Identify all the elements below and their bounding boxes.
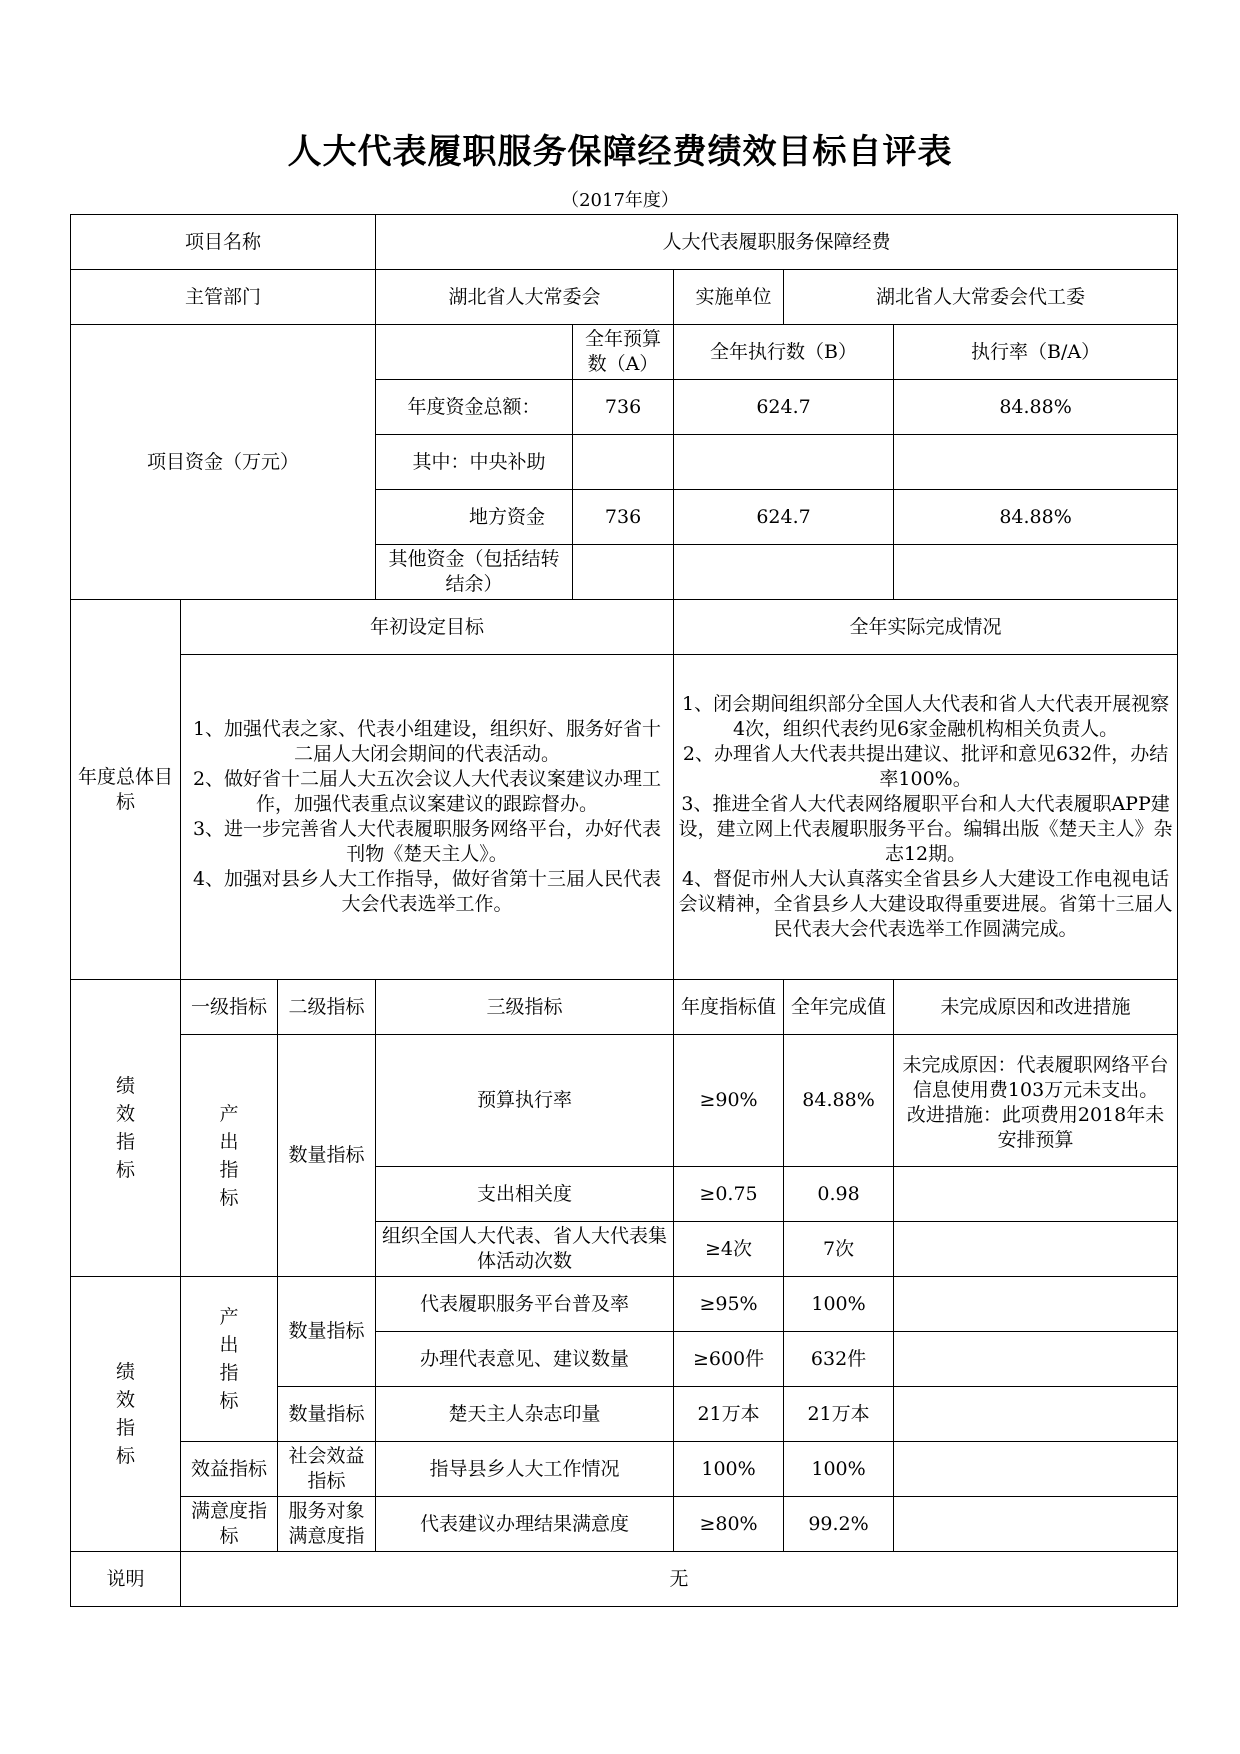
indicator-reason (894, 1497, 1178, 1552)
actual-item: 4、督促市州人大认真落实全省县乡人大建设工作电视电话会议精神，全省县乡人大建设取得重要进展。省第十三届人民代表大会代表选举工作圆满完成。 (678, 868, 1173, 940)
funds-row-label: 年度资金总额： (376, 380, 573, 435)
goals-set-content (181, 655, 674, 980)
report-year: （2017年度） (561, 190, 679, 211)
project-name-value: 人大代表履职服务保障经费 (376, 215, 1178, 270)
goals-actual-content (674, 655, 1178, 980)
indicator-reason (894, 1035, 1178, 1167)
funds-row-label: 地方资金 (376, 490, 573, 545)
funds-row-executed: 624.7 (674, 490, 894, 545)
indicator-group1-label: 绩效指标 (71, 980, 181, 1277)
indicator-row (71, 1277, 1178, 1332)
funds-header-rate: 执行率（B/A） (894, 325, 1178, 380)
indicator-target: ≥0.75 (674, 1167, 784, 1222)
indicator-actual: 100% (784, 1277, 894, 1332)
funds-row-label: 其他资金（包括结转结余） (376, 545, 573, 600)
indicator-name: 办理代表意见、建议数量 (376, 1332, 674, 1387)
funds-row-budget: 736 (573, 490, 674, 545)
funds-row-label: 其中：中央补助 (376, 435, 573, 490)
indicator-reason (894, 1442, 1178, 1497)
funds-row-rate: 84.88% (894, 490, 1178, 545)
indicator-reason (894, 1167, 1178, 1222)
indicator-name: 楚天主人杂志印量 (376, 1387, 674, 1442)
impl-value: 湖北省人大常委会代工委 (784, 270, 1178, 325)
dept-value: 湖北省人大常委会 (376, 270, 674, 325)
output-indicator-label: 产出指标 (181, 1035, 278, 1277)
indicator-actual: 0.98 (784, 1167, 894, 1222)
quantity-indicator-label: 数量指标 (278, 1035, 376, 1277)
indicator-actual: 21万本 (784, 1387, 894, 1442)
funds-row-budget (573, 545, 674, 600)
indicator-name: 代表建议办理结果满意度 (376, 1497, 674, 1552)
indicator-row (71, 1442, 1178, 1497)
goal-item: 2、做好省十二届人大五次会议人大代表议案建议办理工作，加强代表重点议案建议的跟踪督办。 (192, 768, 662, 815)
indicator-actual: 84.88% (784, 1035, 894, 1167)
indicator-target: 21万本 (674, 1387, 784, 1442)
indicator-target: ≥90% (674, 1035, 784, 1167)
satisfaction-indicator-label: 满意度指标 (181, 1497, 278, 1552)
indicator-row (71, 1497, 1178, 1552)
indicator-actual: 100% (784, 1442, 894, 1497)
indicator-header-level3: 三级指标 (376, 980, 674, 1035)
funds-row-executed: 624.7 (674, 380, 894, 435)
funds-row-rate (894, 545, 1178, 600)
impl-label: 实施单位 (674, 270, 784, 325)
quantity-indicator-label: 数量指标 (278, 1387, 376, 1442)
funds-row-executed (674, 545, 894, 600)
indicator-actual: 99.2% (784, 1497, 894, 1552)
note-label: 说明 (71, 1552, 181, 1607)
indicator-name: 支出相关度 (376, 1167, 674, 1222)
evaluation-table (70, 214, 1178, 1607)
indicator-target: ≥80% (674, 1497, 784, 1552)
improvement-measure: 改进措施：此项费用2018年未安排预算 (906, 1103, 1165, 1151)
social-benefit-label: 社会效益指标 (278, 1442, 376, 1497)
indicator-target: ≥95% (674, 1277, 784, 1332)
indicator-header-level2: 二级指标 (278, 980, 376, 1035)
page-title: 人大代表履职服务保障经费绩效目标自评表 (287, 132, 953, 172)
indicator-reason (894, 1387, 1178, 1442)
goal-item: 3、进一步完善省人大代表履职服务网络平台，办好代表刊物《楚天主人》。 (192, 818, 662, 865)
indicator-header-actual: 全年完成值 (784, 980, 894, 1035)
indicator-reason (894, 1332, 1178, 1387)
funds-row-executed (674, 435, 894, 490)
actual-item: 3、推进全省人大代表网络履职平台和人大代表履职APP建设，建立网上代表履职服务平台。编辑出版《楚天主人》杂志12期。 (678, 793, 1173, 865)
indicator-actual: 7次 (784, 1222, 894, 1277)
service-satisfaction-label: 服务对象满意度指 (278, 1497, 376, 1552)
funds-header-budget: 全年预算数（A） (573, 325, 674, 380)
funds-row-rate (894, 435, 1178, 490)
indicator-row (71, 1035, 1178, 1167)
indicator-header-level1: 一级指标 (181, 980, 278, 1035)
indicator-reason (894, 1277, 1178, 1332)
unfinished-reason: 未完成原因：代表履职网络平台信息使用费103万元未支出。 (902, 1053, 1169, 1101)
benefit-indicator-label: 效益指标 (181, 1442, 278, 1497)
dept-label: 主管部门 (71, 270, 376, 325)
indicator-header-target: 年度指标值 (674, 980, 784, 1035)
indicator-group2-label: 绩效指标 (71, 1277, 181, 1552)
funds-row-budget (573, 435, 674, 490)
indicator-target: 100% (674, 1442, 784, 1497)
project-name-label: 项目名称 (71, 215, 376, 270)
funds-header-row (71, 325, 1178, 380)
indicator-header-row (71, 980, 1178, 1035)
indicator-name: 代表履职服务平台普及率 (376, 1277, 674, 1332)
quantity-indicator-label: 数量指标 (278, 1277, 376, 1387)
indicator-name: 指导县乡人大工作情况 (376, 1442, 674, 1497)
output-indicator-label: 产出指标 (181, 1277, 278, 1442)
note-row (71, 1552, 1178, 1607)
goals-label: 年度总体目标 (71, 600, 181, 980)
actual-item: 1、闭会期间组织部分全国人大代表和省人大代表开展视察4次，组织代表约见6家金融机构相关负责人。 (682, 693, 1170, 740)
indicator-actual: 632件 (784, 1332, 894, 1387)
project-name-row (71, 215, 1178, 270)
goals-content-row (71, 655, 1178, 980)
department-row (71, 270, 1178, 325)
goal-item: 1、加强代表之家、代表小组建设，组织好、服务好省十二届人大闭会期间的代表活动。 (192, 718, 662, 765)
indicator-name: 预算执行率 (376, 1035, 674, 1167)
funds-row-rate: 84.88% (894, 380, 1178, 435)
goals-header-row (71, 600, 1178, 655)
funds-header-blank (376, 325, 573, 380)
indicator-target: ≥600件 (674, 1332, 784, 1387)
indicator-header-reason: 未完成原因和改进措施 (894, 980, 1178, 1035)
funds-label: 项目资金（万元） (71, 325, 376, 600)
goals-actual-header: 全年实际完成情况 (674, 600, 1178, 655)
goals-set-header: 年初设定目标 (181, 600, 674, 655)
funds-row-budget: 736 (573, 380, 674, 435)
actual-item: 2、办理省人大代表共提出建议、批评和意见632件，办结率100%。 (682, 743, 1169, 790)
funds-header-executed: 全年执行数（B） (674, 325, 894, 380)
indicator-reason (894, 1222, 1178, 1277)
indicator-target: ≥4次 (674, 1222, 784, 1277)
indicator-name: 组织全国人大代表、省人大代表集体活动次数 (376, 1222, 674, 1277)
goal-item: 4、加强对县乡人大工作指导，做好省第十三届人民代表大会代表选举工作。 (192, 868, 662, 915)
note-value: 无 (181, 1552, 1178, 1607)
